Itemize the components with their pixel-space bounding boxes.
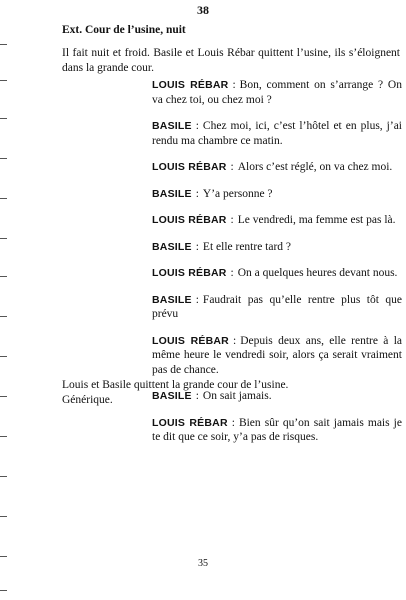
speaker-name: LOUIS RÉBAR [152, 416, 228, 429]
action-outro [62, 378, 400, 407]
dialogue-line [152, 266, 402, 281]
dialogue-line [152, 78, 402, 107]
scene-heading: Ext. Cour de l’usine, nuit [62, 24, 186, 36]
dialogue-text: Chez moi, ici, c’est l’hôtel et en plus, j’ai rendu ma chambre ce matin. [152, 120, 402, 147]
dialogue-line [152, 334, 402, 378]
dialogue-text: Y’a personne ? [202, 187, 273, 200]
dialogue-line [152, 213, 402, 228]
dialogue-line [152, 416, 402, 445]
speaker-name: BASILE [152, 390, 192, 402]
dialogue-text: Bon, comment on s’arrange ? On va chez toi, ou chez moi ? [152, 79, 402, 106]
margin-tick [0, 476, 7, 477]
margin-tick [0, 44, 7, 45]
action-intro: Il fait nuit et froid. Basile et Louis Rébar quittent l’usine, ils s’éloignent dans la grande cour. [62, 47, 400, 74]
dialogue-text: Depuis deux ans, elle rentre à la même heure le vendredi soir, alors ça serait vraiment pas de chance. [152, 334, 402, 376]
speaker-name: LOUIS RÉBAR [152, 161, 227, 173]
dialogue-text: Alors c’est réglé, on va chez moi. [237, 161, 393, 173]
dialogue-separator: : [195, 293, 199, 306]
dialogue-separator: : [230, 214, 234, 226]
margin-tick [0, 316, 7, 317]
speaker-name: BASILE [152, 187, 192, 200]
margin-tick [0, 396, 7, 397]
margin-tick [0, 556, 7, 557]
margin-tick [0, 516, 7, 517]
margin-tick [0, 238, 7, 239]
speaker-name: BASILE [152, 293, 192, 306]
margin-tick [0, 80, 7, 81]
action-outro-line: Générique. [62, 393, 113, 406]
dialogue-text: On a quelques heures devant nous. [237, 267, 398, 279]
dialogue-text: Le vendredi, ma femme est pas là. [237, 214, 396, 226]
margin-tick [0, 198, 7, 199]
speaker-name: BASILE [152, 120, 192, 132]
speaker-name: LOUIS RÉBAR [152, 334, 229, 347]
dialogue-text: On sait jamais. [202, 390, 272, 402]
dialogue-separator: : [231, 416, 235, 429]
dialogue-line [152, 119, 402, 148]
dialogue-separator: : [230, 161, 234, 173]
dialogue-separator: : [195, 187, 199, 200]
dialogue-separator: : [232, 79, 236, 91]
dialogue-separator: : [230, 267, 234, 279]
dialogue-separator: : [195, 120, 199, 132]
dialogue-text: Et elle rentre tard ? [202, 240, 292, 253]
margin-tick [0, 276, 7, 277]
dialogue-line [152, 293, 402, 322]
dialogue-line [152, 160, 402, 175]
dialogue-text: Bien sûr qu’on sait jamais mais je te dit que ce soir, y’a pas de risques. [152, 416, 402, 443]
margin-tick [0, 590, 7, 591]
dialogue-line [152, 240, 402, 255]
speaker-name: LOUIS RÉBAR [152, 214, 227, 226]
margin-tick [0, 356, 7, 357]
page-number-bottom: 35 [198, 558, 208, 569]
speaker-name: BASILE [152, 240, 192, 253]
margin-tick [0, 436, 7, 437]
dialogue-line [152, 187, 402, 202]
dialogue-separator: : [232, 334, 237, 347]
margin-tick [0, 118, 7, 119]
action-outro-line: Louis et Basile quittent la grande cour de l’usine. [62, 379, 289, 391]
speaker-name: LOUIS RÉBAR [152, 79, 229, 91]
speaker-name: LOUIS RÉBAR [152, 267, 227, 279]
margin-tick [0, 158, 7, 159]
dialogue-text: Faudrait pas qu’elle rentre plus tôt que prévu [152, 293, 402, 320]
dialogue-separator: : [195, 390, 199, 402]
page-number-top: 38 [197, 3, 209, 17]
dialogue-separator: : [195, 240, 199, 253]
